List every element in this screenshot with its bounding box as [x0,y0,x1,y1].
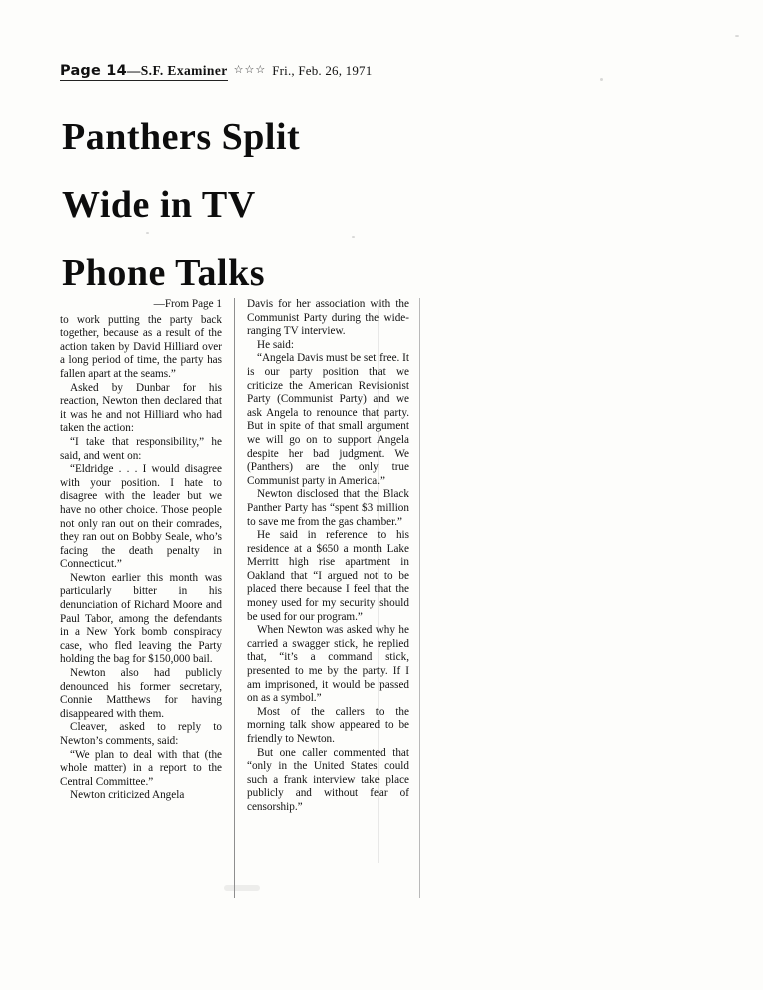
paragraph: to work putting the party back together, because as a result of the action taken by David Hilliard over a long period of time, the party has fallen apart at the seams.” [60,313,222,380]
paragraph: Newton criticized Angela [70,789,185,802]
paragraph: Newton disclosed that the Black Panther Party has “spent $3 million to save me from the gas chamber.” [247,488,409,528]
continuation-line: —From Page 1 [153,298,222,310]
article-body [60,298,464,898]
headline-line-2: Wide in TV [62,184,256,226]
paragraph: Most of the callers to the morning talk show appeared to be friendly to Newton. [247,705,409,745]
column-right [235,298,420,898]
page-label: Page 14 [60,63,127,79]
paragraph: Asked by Dunbar for his reaction, Newton then declared that it was he and not Hilliard who had taken the action: [60,381,222,435]
publication-date: Fri., Feb. 26, 1971 [272,63,373,78]
paragraph: “I take that responsibility,” he said, and went on: [60,435,222,462]
paragraph: When Newton was asked why he carried a swagger stick, he replied that, “it’s a command stick, presented to me by the party. If I am imprisoned, it would be passed on as a symbol.” [247,624,409,705]
paragraph: Davis for her association with the Communist Party during the wide-ranging TV interview. [247,298,409,338]
paragraph: But one caller commented that “only in the United States could such a frank interview take place publicly and without fear of censorship.” [247,746,409,813]
headline-line-3: Phone Talks [62,252,265,294]
paragraph: “Angela Davis must be set free. It is our party position that we criticize the American Revisionist Party (Communist Party) and we ask Angela to renounce that party. But in spite of that small argument we will go on to support Angela despite her bad judgment. We (Panthers) are the only true Communist party in America.” [247,352,409,487]
paragraph: Cleaver, asked to reply to Newton’s comments, said: [60,721,222,747]
masthead [60,62,480,84]
headline [62,103,482,307]
headline-line-1: Panthers Split [62,116,301,158]
paragraph: “Eldridge . . . I would disagree with your position. I hate to disagree with the leader but we have no other choice. Those people not only ran out on their comrades, they ran out on Bobby Seale, who’s facing the death penalty in Connecticut.” [60,463,222,571]
paragraph: Newton earlier this month was particularly bitter in his denunciation of Richard Moore and Paul Tabor, among the defendants in a New York bomb conspiracy case, who fled leaving the Party holding the bag for $150,000 bail. [60,571,222,666]
scan-speck [600,78,603,81]
paragraph: Newton also had publicly denounced his former secretary, Connie Matthews for having disappeared with them. [60,667,222,720]
paragraph: He said in reference to his residence at a $650 a month Lake Merritt high rise apartment in Oakland that “I argued not to be placed there because I feel that the money used for my security should be used for our program.” [247,529,409,623]
paper-name: —S.F. Examiner [127,63,228,81]
star-rating-icon: ☆☆☆ [233,64,267,76]
scan-speck [735,35,739,37]
column-left [60,298,235,898]
paragraph: “We plan to deal with that (the whole matter) in a report to the Central Committee.” [60,748,222,788]
paragraph: He said: [257,338,294,351]
